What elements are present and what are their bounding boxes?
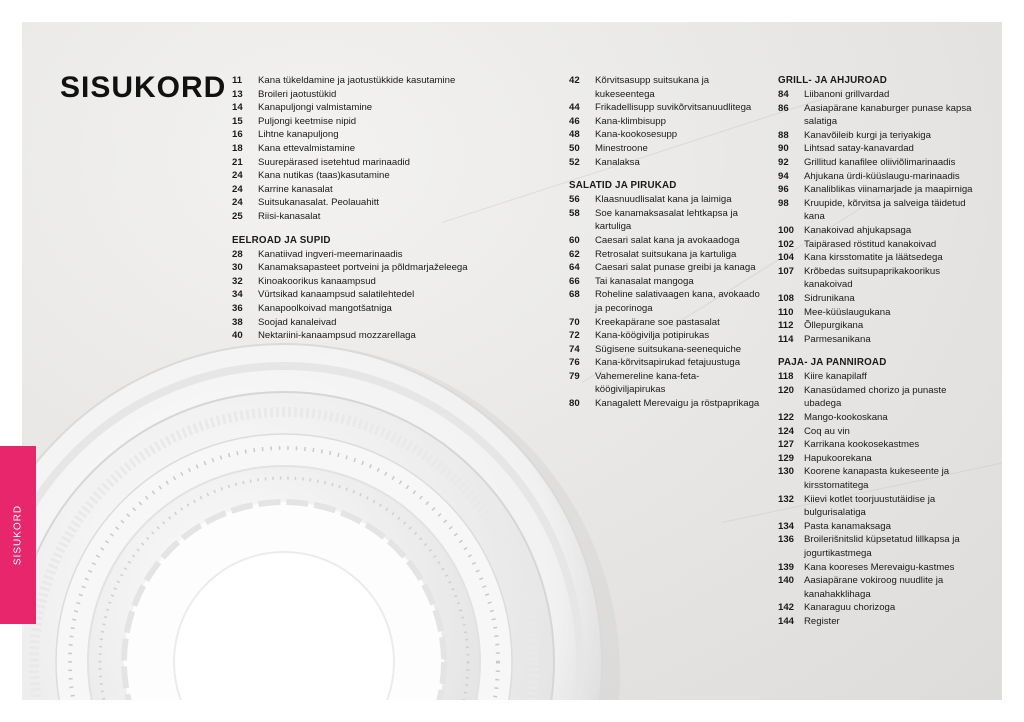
toc-page-number: 28 xyxy=(232,248,243,260)
toc-entry-title: Kanatiivad ingveri-meemarinaadis xyxy=(258,248,403,260)
toc-page-number: 130 xyxy=(778,466,795,478)
toc-page-number: 92 xyxy=(778,156,789,168)
toc-entry-title: Kana-klimbisupp xyxy=(595,115,666,127)
toc-entry-title: Karrine kanasalat xyxy=(258,183,333,195)
toc-entry-title: Liibanoni grillvardad xyxy=(804,89,890,100)
toc-section xyxy=(232,74,472,224)
toc-page-number: 107 xyxy=(778,265,795,277)
toc-entry-title: Sügisene suitsukana-seenequiche xyxy=(595,343,742,355)
toc-entry-title: Taipärased röstitud kanakoivad xyxy=(804,238,937,250)
toc-entry-title: Frikadellisupp suvikõrvitsanuudlitega xyxy=(595,102,752,114)
toc-column-2 xyxy=(569,74,769,421)
toc-entry xyxy=(232,329,472,343)
toc-entry-title: Lihtsad satay-kanavardad xyxy=(804,143,914,155)
toc-entry-title: Aasiapärane kanaburger punase kapsa salatiga xyxy=(804,102,972,128)
toc-page-number: 24 xyxy=(232,183,243,195)
toc-entry-title: Kana ettevalmistamine xyxy=(258,142,356,154)
toc-page-number: 48 xyxy=(569,129,580,141)
toc-entry xyxy=(232,169,472,183)
toc-column-1 xyxy=(232,74,472,353)
toc-entry-title: Kanamaksapasteet portveini ja põldmarjaželeega xyxy=(258,262,468,274)
toc-page-number: 114 xyxy=(778,333,794,345)
toc-entry xyxy=(569,248,769,262)
toc-page-number: 40 xyxy=(232,330,243,342)
toc-entry-title: Vahemereline kana-feta-köögiviljapirukas xyxy=(595,370,700,396)
toc-page-number: 15 xyxy=(232,115,243,127)
toc-page-number: 34 xyxy=(232,289,243,301)
toc-entry xyxy=(232,316,472,330)
side-tab-label: SISUKORD xyxy=(12,504,24,566)
toc-entry xyxy=(569,261,769,275)
toc-page-number: 32 xyxy=(232,275,243,287)
toc-entry-title: Kõrvitsasupp suitsukana ja kukeseentega xyxy=(595,75,710,100)
toc-entry-title: Kana-kõrvitsapirukad fetajuustuga xyxy=(595,357,741,369)
toc-entry xyxy=(778,224,983,238)
toc-entry-title: Broileri jaotustükid xyxy=(258,88,337,100)
toc-entry xyxy=(778,520,983,534)
toc-entry xyxy=(778,142,983,156)
toc-entry-title: Mee-küüslaugukana xyxy=(804,306,891,318)
toc-page-number: 108 xyxy=(778,292,795,304)
toc-page-number: 134 xyxy=(778,520,795,532)
toc-entry-title: Kanalaksa xyxy=(595,156,640,168)
toc-entry-title: Retrosalat suitsukana ja kartuliga xyxy=(595,248,737,260)
toc-page-number: 36 xyxy=(232,302,243,314)
toc-entry xyxy=(778,384,983,411)
toc-page-number: 38 xyxy=(232,316,243,328)
toc-page-number: 86 xyxy=(778,102,789,114)
toc-entry-title: Pasta kanamaksaga xyxy=(804,520,891,532)
toc-page-number: 127 xyxy=(778,439,795,451)
toc-page-number: 129 xyxy=(778,452,795,464)
toc-entry-title: Kana nutikas (taas)kasutamine xyxy=(258,170,390,182)
toc-entry-title: Kanagalett Merevaigu ja röstpaprikaga xyxy=(595,398,760,410)
toc-entry-title: Vürtsikad kanaampsud salatilehtedel xyxy=(258,289,415,301)
toc-entry-title: Hapukoorekana xyxy=(804,452,872,464)
toc-page-number: 84 xyxy=(778,89,789,100)
toc-entry-title: Kreekapärane soe pastasalat xyxy=(595,316,720,328)
toc-entry xyxy=(232,288,472,302)
toc-entry xyxy=(569,275,769,289)
toc-entry-title: Register xyxy=(804,615,840,627)
toc-entry-title: Kiire kanapilaff xyxy=(804,371,867,383)
section-title: PAJA- JA PANNIROAD xyxy=(778,357,887,369)
toc-page-number: 144 xyxy=(778,615,795,627)
toc-page-number: 42 xyxy=(569,75,580,86)
toc-entry xyxy=(778,102,983,129)
toc-entry xyxy=(232,101,472,115)
toc-entry xyxy=(232,88,472,102)
toc-page-number: 110 xyxy=(778,306,794,318)
toc-entry xyxy=(232,302,472,316)
toc-entry-title: Soe kanamaksasalat lehtkapsa ja kartuliga xyxy=(595,207,738,233)
toc-entry-title: Kana-kookosesupp xyxy=(595,129,678,141)
toc-page-number: 24 xyxy=(232,170,243,182)
toc-entry xyxy=(778,411,983,425)
toc-page-number: 102 xyxy=(778,238,795,250)
toc-entry-title: Riisi-kanasalat xyxy=(258,210,321,222)
toc-page-number: 62 xyxy=(569,248,580,260)
toc-entry-title: Soojad kanaleivad xyxy=(258,316,337,328)
toc-entry-title: Minestroone xyxy=(595,142,648,154)
toc-entry xyxy=(569,115,769,129)
toc-section xyxy=(778,74,983,346)
toc-entry xyxy=(778,533,983,560)
toc-section xyxy=(778,356,983,628)
toc-entry xyxy=(569,397,769,411)
toc-entry xyxy=(569,101,769,115)
toc-page-number: 74 xyxy=(569,343,580,355)
toc-page-number: 68 xyxy=(569,289,580,301)
toc-entry xyxy=(569,343,769,357)
toc-entry xyxy=(569,370,769,397)
toc-page-number: 16 xyxy=(232,129,243,141)
toc-entry xyxy=(569,156,769,170)
toc-page-number: 112 xyxy=(778,320,794,332)
toc-page-number: 52 xyxy=(569,156,580,168)
toc-entry xyxy=(569,288,769,315)
toc-section xyxy=(569,74,769,169)
section-title: SALATID JA PIRUKAD xyxy=(569,180,677,192)
toc-page-number: 140 xyxy=(778,575,795,587)
toc-entry xyxy=(778,265,983,292)
toc-page-number: 90 xyxy=(778,143,789,155)
toc-column-3 xyxy=(778,74,983,639)
toc-entry xyxy=(778,88,983,102)
toc-entry xyxy=(778,438,983,452)
toc-section xyxy=(232,234,472,343)
toc-entry-title: Coq au vin xyxy=(804,425,850,437)
toc-entry-title: Kanakoivad ahjukapsaga xyxy=(804,224,912,236)
toc-entry xyxy=(778,425,983,439)
toc-page-number: 50 xyxy=(569,142,580,154)
toc-entry xyxy=(232,115,472,129)
toc-entry xyxy=(232,248,472,262)
toc-page-number: 18 xyxy=(232,142,243,154)
toc-page-number: 120 xyxy=(778,384,795,396)
toc-entry xyxy=(778,238,983,252)
toc-entry xyxy=(569,316,769,330)
page-title: SISUKORD xyxy=(60,71,227,104)
toc-entry-title: Kinoakoorikus kanaampsud xyxy=(258,275,376,287)
toc-entry-title: Grillitud kanafilee oliiviõlimarinaadis xyxy=(804,156,956,168)
toc-entry xyxy=(232,183,472,197)
toc-entry-title: Ahjukana ürdi-küüslaugu-marinaadis xyxy=(804,170,960,182)
toc-entry xyxy=(778,465,983,492)
toc-entry-title: Parmesanikana xyxy=(804,333,871,345)
toc-entry-title: Suurepärased isetehtud marinaadid xyxy=(258,156,411,168)
toc-entry xyxy=(569,356,769,370)
toc-entry xyxy=(778,574,983,601)
toc-entry xyxy=(778,452,983,466)
toc-entry xyxy=(778,601,983,615)
toc-entry-title: Kanapuljongi valmistamine xyxy=(258,102,373,114)
toc-page-number: 58 xyxy=(569,207,580,219)
toc-entry-title: Puljongi keetmise nipid xyxy=(258,115,357,127)
section-title: EELROAD JA SUPID xyxy=(232,234,331,246)
toc-entry xyxy=(778,615,983,629)
toc-entry-title: Nektariini-kanaampsud mozzarellaga xyxy=(258,330,416,342)
toc-page-number: 100 xyxy=(778,224,795,236)
toc-entry xyxy=(569,193,769,207)
toc-page-number: 24 xyxy=(232,197,243,209)
toc-page-number: 70 xyxy=(569,316,580,328)
toc-page-number: 13 xyxy=(232,88,243,100)
toc-entry-title: Broilerišnitslid küpsetatud lillkapsa ja jogurtikastmega xyxy=(804,534,960,559)
toc-page-number: 118 xyxy=(778,371,794,383)
toc-page-number: 132 xyxy=(778,493,795,505)
toc-page-number: 30 xyxy=(232,262,243,274)
toc-entry xyxy=(778,251,983,265)
toc-entry xyxy=(569,128,769,142)
toc-entry-title: Kanasüdamed chorizo ja punaste ubadega xyxy=(804,384,947,410)
toc-entry xyxy=(232,275,472,289)
toc-entry xyxy=(232,210,472,224)
toc-entry-title: Krõbedas suitsupaprikakoorikus kanakoivad xyxy=(804,265,940,291)
toc-entry-title: Kiievi kotlet toorjuustutäidise ja bulgurisalatiga xyxy=(804,493,936,519)
toc-entry-title: Lihtne kanapuljong xyxy=(258,129,339,141)
toc-entry-title: Kana kooreses Merevaigu-kastmes xyxy=(804,561,955,573)
toc-page-number: 142 xyxy=(778,602,795,614)
toc-page-number: 25 xyxy=(232,210,243,222)
toc-entry-title: Sidrunikana xyxy=(804,292,855,304)
toc-entry-title: Kanaraguu chorizoga xyxy=(804,602,896,614)
toc-entry xyxy=(778,370,983,384)
toc-entry xyxy=(778,183,983,197)
toc-entry-title: Kanapoolkoivad mangotšatniga xyxy=(258,302,392,314)
toc-entry-title: Koorene kanapasta kukeseente ja kirsstomatitega xyxy=(804,466,950,492)
toc-entry-title: Suitsukanasalat. Peolauahitt xyxy=(258,197,380,209)
toc-entry xyxy=(569,207,769,234)
toc-entry-title: Mango-kookoskana xyxy=(804,412,888,424)
toc-page-number: 80 xyxy=(569,398,580,410)
toc-entry-title: Kruupide, kõrvitsa ja salveiga täidetud kana xyxy=(804,197,966,223)
toc-page-number: 88 xyxy=(778,129,789,141)
toc-page-number: 76 xyxy=(569,357,580,369)
toc-entry xyxy=(778,306,983,320)
toc-page-number: 96 xyxy=(778,184,789,196)
toc-page-number: 44 xyxy=(569,102,580,114)
toc-entry xyxy=(232,156,472,170)
toc-page-number: 139 xyxy=(778,561,795,573)
toc-entry xyxy=(778,156,983,170)
toc-entry-title: Aasiapärane vokiroog nuudlite ja kanahakklihaga xyxy=(804,575,944,600)
toc-entry xyxy=(569,74,769,101)
toc-entry-title: Caesari salat punase greibi ja kanaga xyxy=(595,262,756,274)
toc-entry-title: Karrikana kookosekastmes xyxy=(804,439,920,451)
toc-page-number: 46 xyxy=(569,115,580,127)
toc-page-number: 66 xyxy=(569,275,580,287)
toc-entry-title: Kanaliblikas viinamarjade ja maapirniga xyxy=(804,184,973,196)
toc-page-number: 98 xyxy=(778,197,789,209)
toc-entry xyxy=(778,493,983,520)
toc-entry-title: Kanavõileib kurgi ja teriyakiga xyxy=(804,129,931,141)
toc-entry xyxy=(778,197,983,224)
toc-entry-title: Caesari salat kana ja avokaadoga xyxy=(595,234,740,246)
toc-entry xyxy=(569,329,769,343)
toc-page-number: 79 xyxy=(569,370,580,382)
toc-page-number: 136 xyxy=(778,534,795,546)
toc-entry xyxy=(778,333,983,347)
toc-page-number: 64 xyxy=(569,262,580,274)
toc-entry xyxy=(232,142,472,156)
toc-page-number: 60 xyxy=(569,234,580,246)
toc-entry-title: Õllepurgikana xyxy=(804,320,864,332)
toc-entry-title: Klaasnuudlisalat kana ja laimiga xyxy=(595,194,732,206)
toc-entry xyxy=(232,128,472,142)
toc-section xyxy=(569,179,769,411)
toc-entry-title: Kana tükeldamine ja jaotustükkide kasutamine xyxy=(258,75,456,86)
toc-entry xyxy=(569,234,769,248)
toc-page-number: 104 xyxy=(778,252,795,264)
toc-entry xyxy=(778,319,983,333)
toc-entry xyxy=(778,292,983,306)
toc-entry-title: Roheline salativaagen kana, avokaado ja pecorinoga xyxy=(595,289,760,314)
toc-entry-title: Kana-köögivilja potipirukas xyxy=(595,330,710,342)
toc-page-number: 94 xyxy=(778,170,789,182)
toc-entry xyxy=(778,561,983,575)
toc-page-number: 124 xyxy=(778,425,795,437)
toc-entry xyxy=(232,196,472,210)
toc-page-number: 11 xyxy=(232,75,243,86)
toc-entry xyxy=(232,74,472,88)
toc-page-number: 122 xyxy=(778,412,795,424)
toc-page-number: 72 xyxy=(569,330,580,342)
toc-entry xyxy=(569,142,769,156)
toc-entry-title: Tai kanasalat mangoga xyxy=(595,275,694,287)
toc-page-number: 14 xyxy=(232,102,243,114)
toc-page-number: 21 xyxy=(232,156,243,168)
toc-entry-title: Kana kirsstomatite ja läätsedega xyxy=(804,252,943,264)
toc-entry xyxy=(778,129,983,143)
toc-entry xyxy=(778,170,983,184)
section-title: GRILL- JA AHJUROAD xyxy=(778,75,888,86)
toc-page-number: 56 xyxy=(569,194,580,206)
toc-entry xyxy=(232,261,472,275)
